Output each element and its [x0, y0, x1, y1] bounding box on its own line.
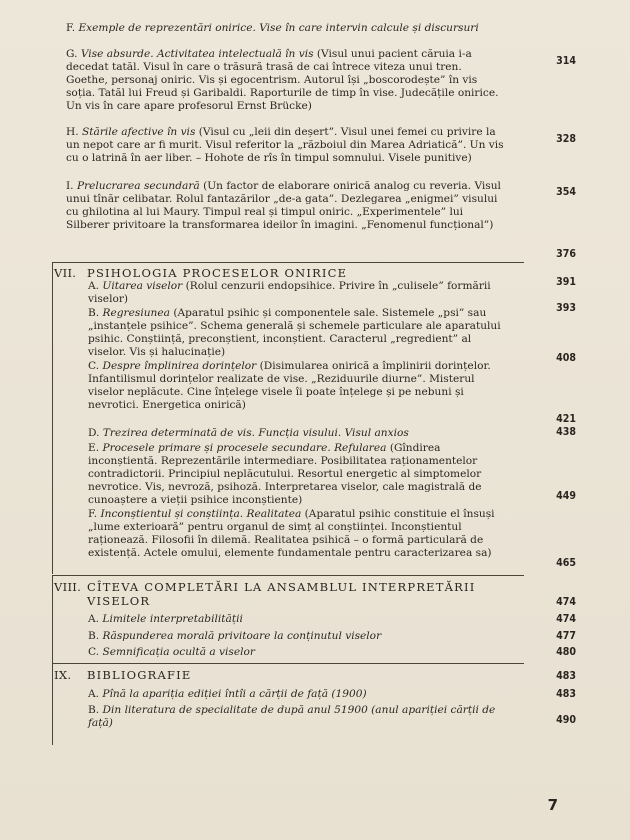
entry-page: 480: [556, 646, 576, 658]
rule-top-viii: [52, 575, 524, 576]
entry-desc: (Disimularea onirică a împlinirii dorințelor. Infantilismul dorințelor realizate de vise. „Reziduurile diurne”. Misterul viselor neplăcute. Cine înțelege visele îi poate înțelege și pe nebuni și nevrotici. Energetica onirică): [88, 360, 491, 412]
entry-desc: (Visul cu „leii din deșert”. Visul unei femei cu privire la un nepot care ar fi murit. Visul referitor la „războiul din Marea Adriatică”. Un vis cu o latrină în aer liber. – Hohote de rîs în timpul somnului. Visele punitive): [66, 126, 504, 165]
entry-title: Din literatura de specialitate de după anul 51900 (anul apariției cărții de față): [88, 704, 496, 730]
entry-label: B.: [88, 704, 100, 716]
entry-title: Uitarea viselor: [102, 280, 183, 292]
entry-label: B.: [88, 630, 100, 642]
entry-page: 328: [556, 133, 576, 145]
section-page: 483: [556, 670, 576, 682]
entry-page: 393: [556, 302, 576, 314]
entry-title: Semnificația ocultă a viselor: [102, 646, 255, 658]
entry-label: G.: [66, 48, 78, 60]
entry-title: Procesele primare și procesele secundare. Refularea: [102, 442, 387, 454]
entry-desc: (Aparatul psihic constituie el însuși „lume exterioară” pentru organul de simț al conștiinței. Inconștientul raționează. Filosofii în dilemă. Realitatea psihică – o formă particulară de existență. Actele omului, elemente fundamentale pentru caracterizarea sa): [88, 508, 495, 560]
entry-title: Limitele interpretabilității: [102, 613, 243, 625]
entry-label: D.: [88, 427, 100, 439]
entry-label: A.: [88, 613, 100, 625]
entry-title: Prelucrarea secundară: [76, 180, 200, 192]
entry-page: 354: [556, 186, 576, 198]
entry-label: H.: [66, 126, 79, 138]
rule-top-ix: [52, 663, 524, 664]
entry-page: 438: [556, 426, 576, 438]
section-rule-vii: [52, 262, 53, 574]
section-rule-ix: [52, 663, 53, 745]
entry-page: 449: [556, 490, 576, 502]
entry-label: B.: [88, 307, 100, 319]
rule-top-vii: [52, 262, 524, 263]
entry-label: A.: [88, 688, 100, 700]
section-number: VIII.: [54, 580, 82, 594]
entry-title: Inconștientul și conștiința. Realitatea: [100, 508, 302, 520]
entry-desc: (Gîndirea inconștientă. Reprezentările intermediare. Posibilitatea raționamentelor contradictorii. Principiul neplăcutului. Resortul energetic al simptomelor nevrotice. Vis, nevroză, psihoză. Interpretarea viselor, cale magistrală de cunoaștere a vieții psihice inconștiente): [88, 442, 482, 507]
entry-title: Trezirea determinată de vis. Funcția visului. Visul anxios: [102, 427, 409, 439]
section-title: CÎTEVA COMPLETĂRI LA ANSAMBLUL INTERPRETĂRII VISELOR: [87, 580, 476, 608]
entry-title: Răspunderea morală privitoare la conținutul viselor: [102, 630, 382, 642]
entry-page: 421: [556, 413, 576, 425]
section-rule-viii: [52, 575, 53, 663]
entry-page: 490: [556, 714, 576, 726]
entry-page: 408: [556, 352, 576, 364]
entry-label: F.: [66, 22, 76, 34]
entry-label: C.: [88, 646, 100, 658]
entry-title: Pînă la apariția ediției întîi a cărții de față (1900): [102, 688, 367, 700]
section-number: VII.: [54, 266, 77, 280]
entry-page: 314: [556, 55, 576, 67]
entry-desc: (Un factor de elaborare onirică analog cu reveria. Visul unui tînăr celibatar. Rolul fantazărilor „de-a gata”. Dezlegarea „enigmei” visului cu ghilotina al lui Maury. Timpul real și timpul oniric. „Experimentele” lui Silberer privitoare la transformarea ideilor în imagini. „Fenomenul funcțional”): [66, 180, 501, 232]
entry-title: Despre împlinirea dorințelor: [102, 360, 257, 372]
entry-page: 465: [556, 557, 576, 569]
section-title: PSIHOLOGIA PROCESELOR ONIRICE: [87, 266, 348, 280]
entry-page: 474: [556, 613, 576, 625]
section-page: 474: [556, 596, 576, 608]
entry-label: A.: [88, 280, 100, 292]
entry-desc: (Visul unui pacient căruia i-a decedat tatăl. Visul în care o trăsură trasă de cai întrece viteza unui tren. Goethe, personaj oniric. Vis și egocentrism. Autorul își „boscorodește” în vis soția. Tatăl lui Freud și Garibaldi. Raporturile de timp în vise. Judecățile onirice. Un vis în care apare profesorul Ernst Brücke): [66, 48, 499, 113]
section-number: IX.: [54, 668, 72, 682]
entry-title: Regresiunea: [102, 307, 170, 319]
entry-label: I.: [66, 180, 74, 192]
section-title: BIBLIOGRAFIE: [87, 668, 192, 682]
entry-page: 483: [556, 688, 576, 700]
entry-title: Stările afective în vis: [81, 126, 196, 138]
entry-title: Exemple de reprezentări onirice. Vise în care intervin calcule și discursuri: [78, 22, 479, 34]
entry-desc: (Aparatul psihic și componentele sale. Sistemele „psi” sau „instanțele psihice”. Schema generală și schemele particulare ale aparatului psihic. Conștiință, preconștient, inconștient. Caracterul „regredient” al viselor. Vis și halucinație): [88, 307, 501, 359]
entry-page: 477: [556, 630, 576, 642]
entry-label: E.: [88, 442, 100, 454]
entry-page: 376: [556, 248, 576, 260]
entry-desc: (Rolul cenzurii endopsihice. Privire în „culisele” formării viselor): [88, 280, 491, 306]
page-folio: 7: [547, 796, 558, 814]
entry-page: 391: [556, 276, 576, 288]
entry-title: Vise absurde. Activitatea intelectuală în vis: [80, 48, 314, 60]
entry-label: C.: [88, 360, 100, 372]
entry-label: F.: [88, 508, 98, 520]
